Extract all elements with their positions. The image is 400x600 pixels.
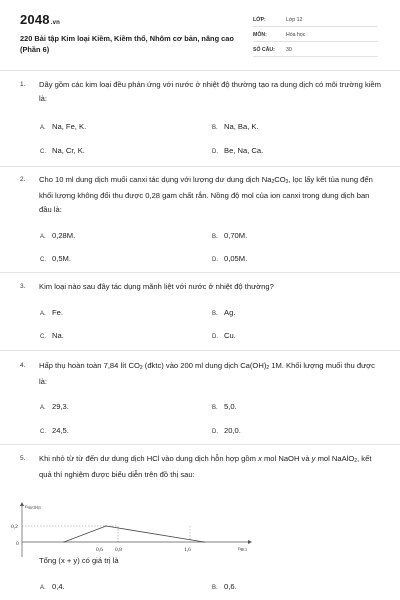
origin-label: 0 — [16, 541, 19, 547]
series-line — [64, 526, 204, 542]
series-point — [63, 541, 64, 542]
option-a[interactable]: A. Na, Fe, K. — [40, 122, 87, 131]
option-a[interactable]: A. Fe. — [40, 308, 63, 317]
question-divider — [0, 444, 400, 445]
question-text: Kim loại nào sau đây tác dụng mãnh liệt với nước ở nhiệt độ thường? — [39, 282, 274, 291]
series-point — [203, 541, 204, 542]
option-d[interactable]: D. 20,0. — [212, 426, 241, 435]
option-a[interactable]: A. 29,3. — [40, 402, 69, 411]
option-c[interactable]: C. 24,5. — [40, 426, 69, 435]
option-b[interactable]: B. 0,6. — [212, 582, 237, 591]
meta-class: LỚP: Lớp 12 — [253, 15, 378, 27]
option-d[interactable]: D. Cu. — [212, 331, 236, 340]
option-b[interactable]: B. Ag. — [212, 308, 236, 317]
question-text: Dãy gồm các kim loại đều phản ứng với nước ở nhiệt độ thường tạo ra dung dịch có môi trường kiềm là: — [39, 80, 381, 103]
meta-question-count: SỐ CÂU: 30 — [253, 45, 378, 57]
option-b[interactable]: B. 0,70M. — [212, 231, 248, 240]
x-tick-label: 0,6 — [96, 547, 103, 553]
option-d[interactable]: D. 0,05M. — [212, 254, 248, 263]
x-tick-label: 1,6 — [184, 547, 191, 553]
x-tick-label: 0,8 — [115, 547, 122, 553]
option-a[interactable]: A. 0,4. — [40, 582, 65, 591]
question-text: Khi nhỏ từ từ đến dư dung dịch HCl vào dung dịch hỗn hợp gồm x mol NaOH và y mol NaAlO$_2$, kết quả thí nghiệm được biểu diễn trên đồ thị sau: — [39, 454, 372, 479]
option-c[interactable]: C. Na, Cr, K. — [40, 146, 85, 155]
meta-subject: MÔN: Hóa học — [253, 30, 378, 42]
sum-question-text: Tổng (x + y) có giá trị là — [39, 556, 119, 565]
option-d[interactable]: D. Be, Na, Ca. — [212, 146, 264, 155]
series-point — [105, 525, 106, 526]
option-c[interactable]: C. Na. — [40, 331, 64, 340]
x-axis-label: $n_{HCl}$ — [238, 546, 247, 553]
header-divider — [0, 70, 400, 71]
precipitate-chart — [0, 500, 400, 560]
option-c[interactable]: C. 0,5M. — [40, 254, 71, 263]
question-text: Cho 10 ml dung dịch muối canxi tác dụng với lượng dư dung dịch $Na_2CO_3$, lọc lấy kết tủa nung đến khối lượng không đổi thu được 0,28 gam chất rắn. Nồng độ mol của ion canxi trong dung dịch ban đầu là: — [39, 175, 373, 214]
question-text: Hấp thụ hoàn toàn 7,84 lít $CO_2$ (đktc) vào 200 ml dung dịch $Ca(OH)_2$ 1M. Khối lượng muối thu được là: — [39, 361, 375, 386]
y-tick-label: 0,2 — [11, 524, 18, 530]
question-divider — [0, 272, 400, 273]
x-axis-arrow — [248, 540, 252, 544]
option-b[interactable]: B. 5,0. — [212, 402, 237, 411]
document-header — [0, 0, 400, 68]
document-title: 220 Bài tập Kim loại Kiềm, Kiềm thổ, Nhôm cơ bản, nâng cao (Phần 6) — [20, 34, 234, 54]
question-divider — [0, 166, 400, 167]
y-axis-label: $n_{Al(OH)3}$ — [25, 504, 41, 511]
option-a[interactable]: A. 0,28M. — [40, 231, 76, 240]
question-divider — [0, 350, 400, 351]
site-logo[interactable]: 2048.vn — [20, 12, 61, 27]
y-axis-arrow — [20, 502, 24, 506]
option-b[interactable]: B. Na, Ba, K. — [212, 122, 259, 131]
